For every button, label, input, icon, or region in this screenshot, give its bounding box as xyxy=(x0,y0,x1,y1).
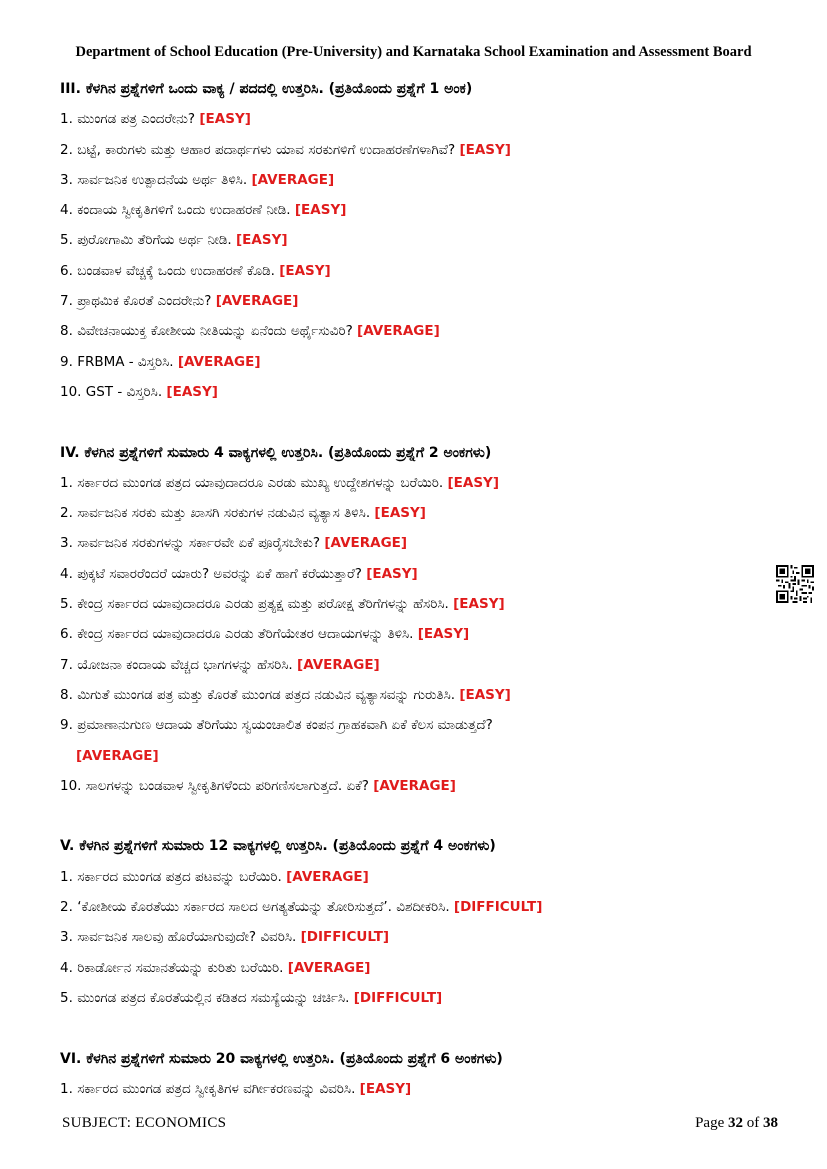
difficulty-tag: [EASY] xyxy=(279,262,331,279)
question-item xyxy=(60,589,760,619)
difficulty-tag: [EASY] xyxy=(294,202,347,219)
question-item xyxy=(60,135,760,165)
question-text: ರಿಕಾರ್ಡೋನ ಸಮಾನತೆಯನ್ನು ಕುರಿತು ಬರೆಯಿರಿ. xyxy=(77,959,284,976)
question-text: ಪ್ರಾಥಮಿಕ ಕೊರತೆ ಎಂದರೇನು? xyxy=(77,293,212,310)
question-text: ಬಂಡವಾಳ ವೆಚ್ಚಕ್ಕೆ ಒಂದು ಉದಾಹರಣೆ ಕೊಡಿ. xyxy=(77,262,275,279)
question-item xyxy=(60,104,760,134)
section-title: VI. ಕೆಳಗಿನ ಪ್ರಶ್ನೆಗಳಿಗೆ ಸುಮಾರು 20 ವಾಕ್ಯಗಳಲ್ಲಿ ಉತ್ತರಿಸಿ. (ಪ್ರತಿಯೊಂದು ಪ್ರಶ್ನೆಗೆ 6 ಅಂಕಗಳು) xyxy=(60,1050,503,1067)
difficulty-tag: [AVERAGE] xyxy=(324,535,408,552)
section-title: III. ಕೆಳಗಿನ ಪ್ರಶ್ನೆಗಳಿಗೆ ಒಂದು ವಾಕ್ಯ / ಪದದಲ್ಲಿ ಉತ್ತರಿಸಿ. (ಪ್ರತಿಯೊಂದು ಪ್ರಶ್ನೆಗೆ 1 ಅಂಕ) xyxy=(60,81,473,97)
difficulty-tag: [DIFFICULT] xyxy=(453,899,543,916)
question-number: 3. xyxy=(60,929,73,946)
question-item xyxy=(60,165,760,195)
question-item xyxy=(60,922,760,952)
difficulty-tag: [AVERAGE] xyxy=(251,171,335,188)
question-item xyxy=(60,619,760,649)
difficulty-tag: [AVERAGE] xyxy=(287,959,371,976)
question-item xyxy=(60,862,760,892)
difficulty-tag: [AVERAGE] xyxy=(177,353,261,370)
difficulty-tag: [DIFFICULT] xyxy=(353,989,443,1006)
question-text: ಸರ್ಕಾರದ ಮುಂಗಡ ಪತ್ರದ ಪಟವನ್ನು ಬರೆಯಿರಿ. xyxy=(77,868,282,885)
footer-subject: SUBJECT: ECONOMICS xyxy=(62,1115,227,1131)
question-number: 10. xyxy=(60,777,82,794)
difficulty-tag: [AVERAGE] xyxy=(357,323,440,340)
question-number: 4. xyxy=(60,565,73,582)
question-continuation xyxy=(60,741,760,771)
page-current: 32 xyxy=(728,1115,743,1131)
question-number: 3. xyxy=(60,535,73,552)
question-number: 7. xyxy=(60,293,73,310)
difficulty-tag: [AVERAGE] xyxy=(76,747,159,764)
question-item xyxy=(60,650,760,680)
question-number: 5. xyxy=(60,596,73,613)
question-number: 3. xyxy=(60,171,73,188)
question-text: ಯೋಜನಾ ಕಂದಾಯ ವೆಚ್ಚದ ಭಾಗಗಳನ್ನು ಹೆಸರಿಸಿ. xyxy=(77,656,293,673)
question-number: 4. xyxy=(60,959,73,976)
difficulty-tag: [AVERAGE] xyxy=(297,656,380,673)
question-item xyxy=(60,559,760,589)
difficulty-tag: [EASY] xyxy=(236,232,288,249)
question-item xyxy=(60,347,760,377)
difficulty-tag: [EASY] xyxy=(459,686,511,703)
question-number: 6. xyxy=(60,626,73,643)
difficulty-tag: [AVERAGE] xyxy=(373,777,456,794)
question-sections xyxy=(60,74,760,1104)
question-number: 5. xyxy=(60,989,73,1006)
question-text: ವಿವೇಚನಾಯುಕ್ತ ಕೋಶೀಯ ನೀತಿಯನ್ನು ಏನೆಂದು ಅರ್ಥೈಸುವಿರಿ? xyxy=(77,323,353,340)
difficulty-tag: [EASY] xyxy=(417,626,470,643)
question-number: 10. xyxy=(60,383,82,400)
question-text: ಪುರೋಗಾಮಿ ತೆರಿಗೆಯ ಅರ್ಥ ನೀಡಿ. xyxy=(77,232,232,249)
question-number: 8. xyxy=(60,686,73,703)
question-text: ಸಾರ್ವಜನಿಕ ಉತ್ಪಾದನೆಯ ಅರ್ಥ ತಿಳಿಸಿ. xyxy=(77,171,248,188)
question-number: 9. xyxy=(60,353,73,370)
question-item xyxy=(60,195,760,225)
difficulty-tag: [AVERAGE] xyxy=(215,293,299,310)
question-number: 7. xyxy=(60,656,73,673)
section-title: V. ಕೆಳಗಿನ ಪ್ರಶ್ನೆಗಳಿಗೆ ಸುಮಾರು 12 ವಾಕ್ಯಗಳಲ್ಲಿ ಉತ್ತರಿಸಿ. (ಪ್ರತಿಯೊಂದು ಪ್ರಶ್ನೆಗೆ 4 ಅಂಕಗಳು) xyxy=(60,838,496,855)
section-title: IV. ಕೆಳಗಿನ ಪ್ರಶ್ನೆಗಳಿಗೆ ಸುಮಾರು 4 ವಾಕ್ಯಗಳಲ್ಲಿ ಉತ್ತರಿಸಿ. (ಪ್ರತಿಯೊಂದು ಪ್ರಶ್ನೆಗೆ 2 ಅಂಕಗಳು) xyxy=(60,444,492,461)
difficulty-tag: [EASY] xyxy=(199,111,251,128)
question-number: 2. xyxy=(60,141,73,158)
question-text: ‘ಕೋಶೀಯ ಕೊರತೆಯು ಸರ್ಕಾರದ ಸಾಲದ ಅಗತ್ಯತೆಯನ್ನು ತೋರಿಸುತ್ತದೆ’. ವಿಶದೀಕರಿಸಿ. xyxy=(77,899,450,916)
question-text: ಪುಕ್ಕಟೆ ಸವಾರರೆಂದರೆ ಯಾರು? ಅವರನ್ನು ಏಕೆ ಹಾಗೆ ಕರೆಯುತ್ತಾರೆ? xyxy=(77,565,362,582)
question-text: ಮಿಗುತೆ ಮುಂಗಡ ಪತ್ರ ಮತ್ತು ಕೊರತೆ ಮುಂಗಡ ಪತ್ರದ ನಡುವಿನ ವ್ಯತ್ಯಾಸವನ್ನು ಗುರುತಿಸಿ. xyxy=(77,686,456,703)
section-spacer xyxy=(60,1013,760,1043)
question-item xyxy=(60,953,760,983)
difficulty-tag: [AVERAGE] xyxy=(286,868,369,885)
question-item xyxy=(60,316,760,346)
question-text: FRBMA - ವಿಸ್ತರಿಸಿ. xyxy=(77,353,174,370)
question-number: 1. xyxy=(60,474,73,491)
page-header: Department of School Education (Pre-University) and Karnataka School Examination and Assessment Board xyxy=(75,44,752,60)
question-text: ಕಂದಾಯ ಸ್ವೀಕೃತಿಗಳಿಗೆ ಒಂದು ಉದಾಹರಣೆ ನೀಡಿ. xyxy=(77,202,291,219)
page-prefix: Page xyxy=(695,1115,725,1131)
question-item xyxy=(60,286,760,316)
question-item xyxy=(60,528,760,558)
question-item xyxy=(60,468,760,498)
difficulty-tag: [EASY] xyxy=(459,141,511,158)
question-text: ಮುಂಗಡ ಪತ್ರದ ಕೊರತೆಯಲ್ಲಿನ ಕಡಿತದ ಸಮಸ್ಯೆಯನ್ನು ಚರ್ಚಿಸಿ. xyxy=(77,989,350,1006)
page-total: 38 xyxy=(763,1115,778,1131)
question-text: ಕೇಂದ್ರ ಸರ್ಕಾರದ ಯಾವುದಾದರೂ ಎರಡು ತೆರಿಗೆಯೇತರ ಆದಾಯಗಳನ್ನು ತಿಳಿಸಿ. xyxy=(77,626,414,643)
difficulty-tag: [EASY] xyxy=(359,1080,412,1097)
difficulty-tag: [EASY] xyxy=(166,383,218,400)
difficulty-tag: [EASY] xyxy=(447,474,499,491)
question-number: 9. xyxy=(60,717,73,734)
qr-code-icon xyxy=(776,565,814,603)
difficulty-tag: [EASY] xyxy=(453,596,505,613)
question-text: ಸಾರ್ವಜನಿಕ ಸರಕುಗಳನ್ನು ಸರ್ಕಾರವೇ ಏಕೆ ಪೂರೈಸಬೇಕು? xyxy=(77,535,321,552)
question-number: 8. xyxy=(60,323,73,340)
question-text: ಪ್ರಮಾಣಾನುಗುಣ ಆದಾಯ ತೆರಿಗೆಯು ಸ್ವಯಂಚಾಲಿತ ಕಂಪನ ಗ್ರಾಹಕವಾಗಿ ಏಕೆ ಕೆಲಸ ಮಾಡುತ್ತದೆ? xyxy=(77,717,493,734)
question-item xyxy=(60,225,760,255)
question-item xyxy=(60,771,760,801)
section-spacer xyxy=(60,801,760,831)
question-text: ಸಾಲಗಳನ್ನು ಬಂಡವಾಳ ಸ್ವೀಕೃತಿಗಳೆಂದು ಪರಿಗಣಿಸಲಾಗುತ್ತದೆ. ಏಕೆ? xyxy=(85,777,369,794)
question-number: 1. xyxy=(60,1080,73,1097)
question-item xyxy=(60,377,760,407)
question-item xyxy=(60,498,760,528)
question-item xyxy=(60,256,760,286)
question-text: ಬಟ್ಟೆ, ಕಾರುಗಳು ಮತ್ತು ಆಹಾರ ಪದಾರ್ಥಗಳು ಯಾವ ಸರಕುಗಳಿಗೆ ಉದಾಹರಣೆಗಳಾಗಿವೆ? xyxy=(77,141,456,158)
difficulty-tag: [EASY] xyxy=(374,505,426,522)
question-text: ಸಾರ್ವಜನಿಕ ಸಾಲವು ಹೊರೆಯಾಗುವುದೇ? ವಿವರಿಸಿ. xyxy=(77,929,297,946)
question-text: ಸಾರ್ವಜನಿಕ ಸರಕು ಮತ್ತು ಖಾಸಗಿ ಸರಕುಗಳ ನಡುವಿನ ವ್ಯತ್ಯಾಸ ತಿಳಿಸಿ. xyxy=(77,505,371,522)
page-of: of xyxy=(746,1115,760,1131)
question-text: GST - ವಿಸ್ತರಿಸಿ. xyxy=(85,383,163,400)
question-item xyxy=(60,680,760,710)
question-number: 2. xyxy=(60,899,73,916)
question-number: 1. xyxy=(60,868,73,885)
question-number: 5. xyxy=(60,232,73,249)
difficulty-tag: [EASY] xyxy=(366,565,418,582)
question-text: ಮುಂಗಡ ಪತ್ರ ಎಂದರೇನು? xyxy=(77,111,196,128)
question-item xyxy=(60,983,760,1013)
page-number xyxy=(695,1115,778,1132)
difficulty-tag: [DIFFICULT] xyxy=(300,929,390,946)
question-number: 4. xyxy=(60,202,73,219)
section-spacer xyxy=(60,407,760,437)
question-text: ಸರ್ಕಾರದ ಮುಂಗಡ ಪತ್ರದ ಯಾವುದಾದರೂ ಎರಡು ಮುಖ್ಯ ಉದ್ದೇಶಗಳನ್ನು ಬರೆಯಿರಿ. xyxy=(77,474,444,491)
question-item xyxy=(60,1074,760,1104)
question-number: 6. xyxy=(60,262,73,279)
question-number: 2. xyxy=(60,505,73,522)
question-text: ಕೇಂದ್ರ ಸರ್ಕಾರದ ಯಾವುದಾದರೂ ಎರಡು ಪ್ರತ್ಯಕ್ಷ ಮತ್ತು ಪರೋಕ್ಷ ತೆರಿಗೆಗಳನ್ನು ಹೆಸರಿಸಿ. xyxy=(77,596,449,613)
question-item xyxy=(60,892,760,922)
question-number: 1. xyxy=(60,111,73,128)
question-text: ಸರ್ಕಾರದ ಮುಂಗಡ ಪತ್ರದ ಸ್ವೀಕೃತಿಗಳ ವರ್ಗೀಕರಣವನ್ನು ವಿವರಿಸಿ. xyxy=(77,1080,356,1097)
question-item xyxy=(60,710,760,740)
